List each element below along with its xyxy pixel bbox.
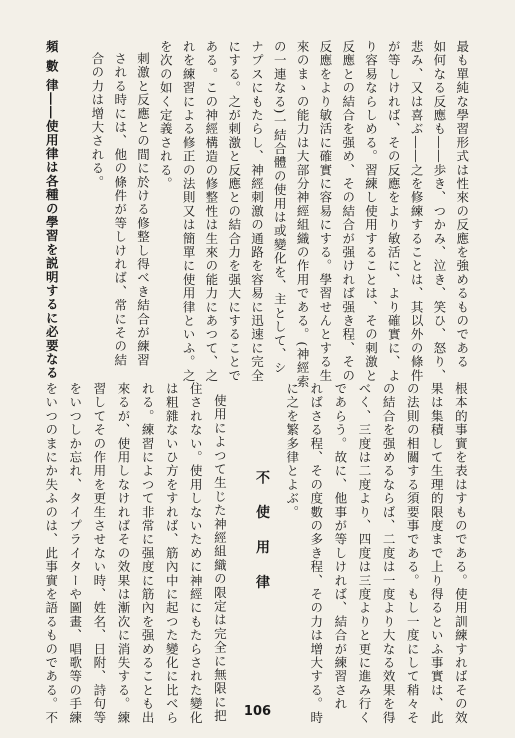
text-column: ナプスにもたらし、神經刺激の通路を容易に迅速に完全 bbox=[249, 40, 265, 383]
text-column: 根本的事實を表はすものである。使用訓練すればその效 bbox=[453, 382, 469, 725]
text-column: 反應をより敏活に確實に容易にする。學習せんとする生 bbox=[317, 40, 333, 383]
text-column: される時には、他の條件が等しければ、常にその結 bbox=[112, 52, 128, 368]
text-column: をいつのまにか失ふのは、此事實を語るものである。不 bbox=[43, 382, 59, 725]
text-column: の結合を强めるならば、二度は一度より大なる效果を得 bbox=[381, 382, 397, 725]
text-column: 悲み、又は喜ぶ――之を修練することは、其以外の條件 bbox=[409, 40, 425, 383]
text-column: 使用によつて生じた神經組織の限定は完全に無限に把 bbox=[212, 394, 228, 723]
text-column: べく、三度は二度より、四度は三度よりと更に進み行く bbox=[357, 382, 372, 725]
text-column: に之を繁多律とよぶ。 bbox=[284, 382, 300, 519]
text-column: 反應との結合を强め、その結合が强ければ强き程、その bbox=[340, 40, 356, 383]
text-column: れを練習による修正の法則又は簡單に使用律といふ。之 bbox=[181, 40, 197, 383]
text-column: を次の如く定義される。 bbox=[158, 40, 174, 191]
text-column: の一連なる)一結合體の使用は或變化を、主として、シ bbox=[272, 40, 288, 375]
text-column: 合の力は增大される。 bbox=[89, 52, 105, 189]
text-column: 住されない。使用しないために神經にもたらされた變化 bbox=[188, 382, 204, 725]
text-column: ある。この神經構造の修整性は生來の能力にあつて、之 bbox=[203, 40, 219, 383]
text-column: ればさる程、その度數の多き程、その力は增大する。時 bbox=[308, 382, 324, 725]
text-column: 來のまゝの能力は大部分神經組織の作用である。(神經索 bbox=[295, 40, 311, 389]
text-column: にする。之が刺激と反應との結合力を强大にすることで bbox=[226, 40, 242, 383]
text-column: は粗雜ないひ方をすれば、筋內中に起つた變化に比べら bbox=[164, 382, 180, 725]
text-column: 果は集積して生理的限度まで上り得るといふ事實は、此 bbox=[429, 382, 445, 725]
text-column: り容易ならしめる。習練し使用することは、その刺激と bbox=[363, 40, 379, 383]
text-column: 頻 數 律――使用律は各種の學習を説明するに必要なる bbox=[44, 40, 60, 380]
text-column: をいつしか忘れ、タイプライターや圖畫、唱歌等の手練 bbox=[67, 382, 83, 725]
text-column: れる。練習によつて非常に强度に筋內を强めることも出 bbox=[140, 382, 156, 725]
text-column: 最も單純な學習形式は性來の反應を強めるものである bbox=[454, 40, 470, 369]
page-number: 106 bbox=[243, 704, 272, 719]
text-column: の法則の相關する須要事である。もし一度にして稍々そ bbox=[405, 382, 421, 725]
text-column: であらう。故に、他事が等しければ、結合が練習され bbox=[332, 382, 348, 711]
upper-text-block bbox=[44, 40, 478, 389]
text-column: 刺激と反應との間に於ける修整し得べき結合が練習 bbox=[135, 52, 151, 368]
text-column: が等しければ、その反應をより敏活に、より確實に、よ bbox=[386, 40, 402, 383]
section-heading-disuse-law: 不 使 用 律 bbox=[254, 470, 270, 597]
text-column: 習してその作用を更生させない時、姓名、日附、詩句等 bbox=[91, 382, 107, 725]
text-column: 如何なる反應も――歩き、つかみ、泣き、笑ひ、怒り、 bbox=[431, 40, 447, 383]
text-column: 來るが、使用しなければその效果は漸次に消失する。練 bbox=[116, 382, 131, 725]
